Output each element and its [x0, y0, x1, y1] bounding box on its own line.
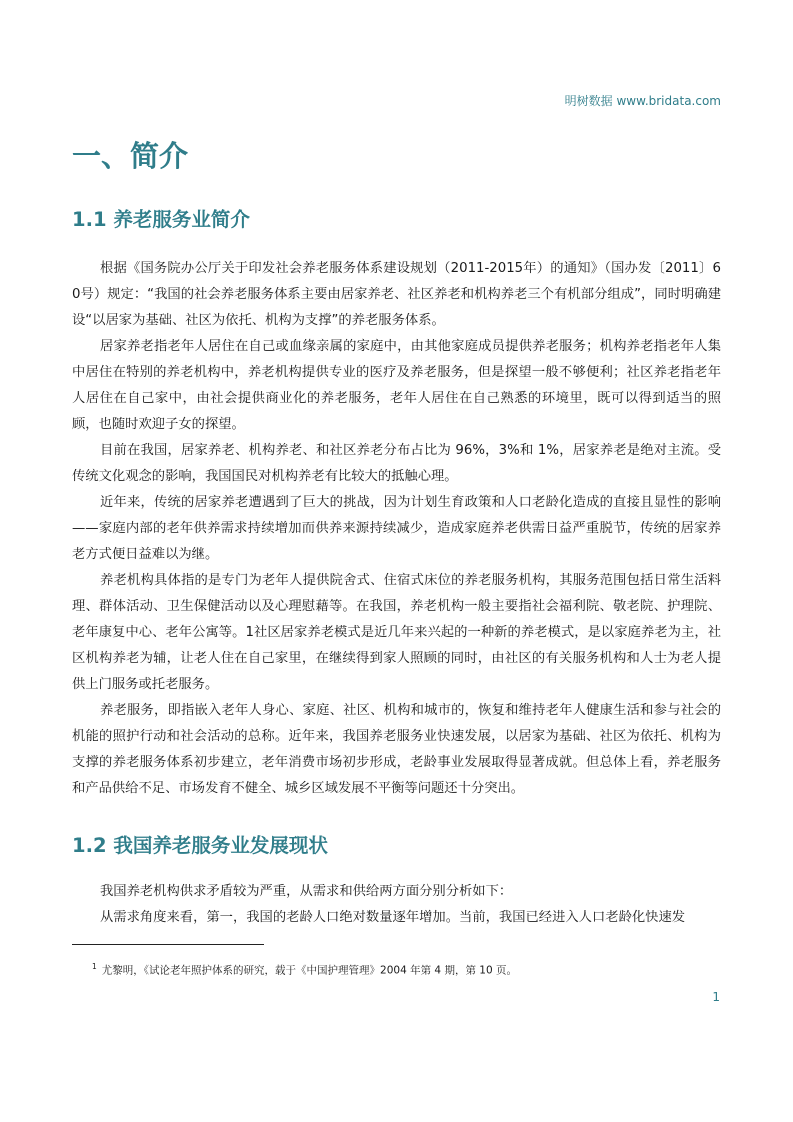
- footnote-divider: [72, 944, 264, 945]
- paragraph: 我国养老机构供求矛盾较为严重，从需求和供给两方面分别分析如下：: [100, 884, 513, 899]
- paragraph: 根据《国务院办公厅关于印发社会养老服务体系建设规划（2011-2015年）的通知》（国办发〔2011〕60号）规定：“我国的社会养老服务体系主要由居家养老、社区养老和机构养老三个有机部分组成”，同时明确建设“以居家为基础、社区为依托、机构为支撑”的养老服务体系。: [72, 261, 721, 328]
- footnote: [92, 962, 517, 978]
- paragraph: 近年来，传统的居家养老遭遇到了巨大的挑战，因为计划生育政策和人口老龄化造成的直接且显性的影响——家庭内部的老年供养需求持续增加而供养来源持续减少，造成家庭养老供需日益严重脱节，传统的居家养老方式便日益难以为继。: [72, 495, 721, 562]
- section-body-1-1: [72, 256, 721, 802]
- paragraph: 养老服务，即指嵌入老年人身心、家庭、社区、机构和城市的，恢复和维持老年人健康生活和参与社会的机能的照护行动和社会活动的总称。近年来，我国养老服务业快速发展，以居家为基础、社区为依托、机构为支撑的养老服务体系初步建立，老年消费市场初步形成，老龄事业发展取得显著成就。但总体上看，养老服务和产品供给不足、市场发育不健全、城乡区域发展不平衡等问题还十分突出。: [72, 703, 721, 796]
- paragraph: 从需求角度来看，第一，我国的老龄人口绝对数量逐年增加。当前，我国已经进入人口老龄化快速发: [100, 910, 686, 925]
- paragraph: 居家养老指老年人居住在自己或血缘亲属的家庭中，由其他家庭成员提供养老服务；机构养老指老年人集中居住在特别的养老机构中，养老机构提供专业的医疗及养老服务，但是探望一般不够便利；社区养老指老年人居住在自己家中，由社会提供商业化的养老服务，老年人居住在自己熟悉的环境里，既可以得到适当的照顾，也随时欢迎子女的探望。: [72, 339, 721, 432]
- paragraph: 目前在我国，居家养老、机构养老、和社区养老分布占比为 96%，3%和 1%，居家养老是绝对主流。受传统文化观念的影响，我国国民对机构养老有比较大的抵触心理。: [72, 443, 721, 484]
- section-heading-1-2: 1.2 我国养老服务业发展现状: [72, 834, 328, 857]
- section-heading-1-1: 1.1 养老服务业简介: [72, 208, 250, 231]
- paragraph: 养老机构具体指的是专门为老年人提供院舍式、住宿式床位的养老服务机构，其服务范围包括日常生活料理、群体活动、卫生保健活动以及心理慰藉等。在我国，养老机构一般主要指社会福利院、敬老院、护理院、老年康复中心、老年公寓等。1社区居家养老模式是近几年来兴起的一种新的养老模式，是以家庭养老为主，社区机构养老为辅，让老人住在自己家里，在继续得到家人照顾的同时，由社区的有关服务机构和人士为老人提供上门服务或托老服务。: [72, 573, 721, 692]
- footnote-mark: 1: [92, 962, 97, 971]
- page-title: 一、简介: [72, 139, 189, 173]
- brand-header: 明树数据 www.bridata.com: [564, 94, 721, 108]
- footnote-text: 尤黎明，《试论老年照护体系的研究，载于《中国护理管理》2004 年第 4 期，第 10 页。: [101, 964, 517, 977]
- page-number: 1: [712, 990, 720, 1004]
- section-body-1-2: [72, 879, 721, 931]
